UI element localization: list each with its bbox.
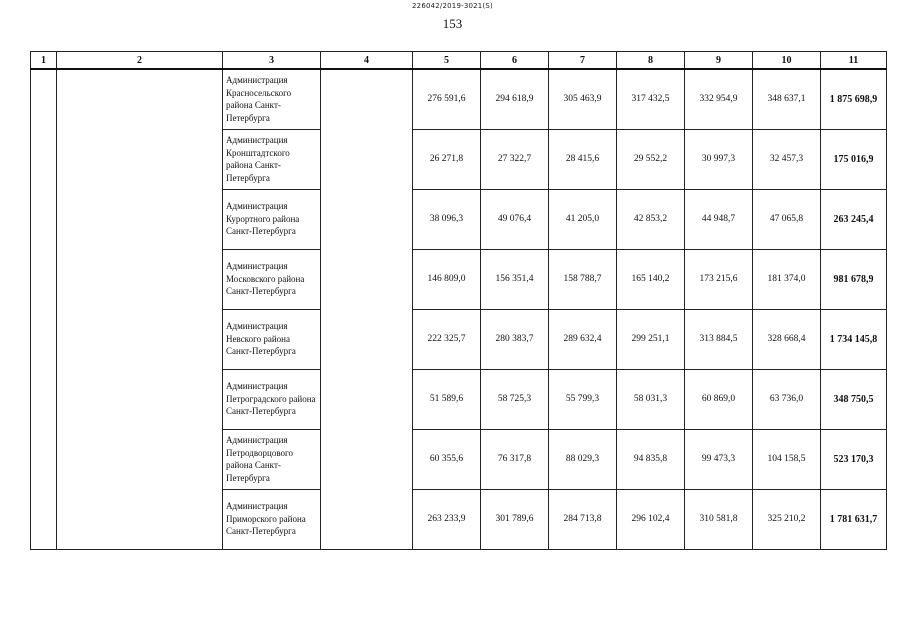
page-number: 153 (442, 16, 463, 31)
table-row (31, 69, 887, 129)
value-cell: 165 140,2 (617, 249, 685, 309)
org-name: Администрация Московского района Санкт-Петербурга (223, 249, 321, 309)
value-cell: 284 713,8 (549, 489, 617, 549)
value-cell: 146 809,0 (413, 249, 481, 309)
value-cell: 38 096,3 (413, 189, 481, 249)
value-cell: 42 853,2 (617, 189, 685, 249)
total-cell: 981 678,9 (821, 249, 887, 309)
total-cell: 1 875 698,9 (821, 69, 887, 129)
value-cell: 104 158,5 (753, 429, 821, 489)
value-cell: 263 233,9 (413, 489, 481, 549)
value-cell: 63 736,0 (753, 369, 821, 429)
value-cell: 313 884,5 (685, 309, 753, 369)
column-header: 6 (481, 52, 549, 70)
value-cell: 317 432,5 (617, 69, 685, 129)
value-cell: 332 954,9 (685, 69, 753, 129)
column-header: 9 (685, 52, 753, 70)
column-header: 10 (753, 52, 821, 70)
total-cell: 1 781 631,7 (821, 489, 887, 549)
value-cell: 325 210,2 (753, 489, 821, 549)
value-cell: 296 102,4 (617, 489, 685, 549)
empty-cell-col1 (31, 69, 57, 549)
value-cell: 27 322,7 (481, 129, 549, 189)
value-cell: 60 355,6 (413, 429, 481, 489)
value-cell: 158 788,7 (549, 249, 617, 309)
value-cell: 99 473,3 (685, 429, 753, 489)
org-name: Администрация Красносельского района Санкт-Петербурга (223, 69, 321, 129)
value-cell: 88 029,3 (549, 429, 617, 489)
value-cell: 173 215,6 (685, 249, 753, 309)
value-cell: 299 251,1 (617, 309, 685, 369)
column-header: 11 (821, 52, 887, 70)
column-header: 4 (321, 52, 413, 70)
column-header: 5 (413, 52, 481, 70)
value-cell: 310 581,8 (685, 489, 753, 549)
empty-cell-col2 (57, 69, 223, 549)
value-cell: 348 637,1 (753, 69, 821, 129)
value-cell: 44 948,7 (685, 189, 753, 249)
value-cell: 328 668,4 (753, 309, 821, 369)
value-cell: 289 632,4 (549, 309, 617, 369)
org-name: Администрация Невского района Санкт-Петербурга (223, 309, 321, 369)
org-name: Администрация Петроградского района Санкт-Петербурга (223, 369, 321, 429)
total-cell: 348 750,5 (821, 369, 887, 429)
org-name: Администрация Курортного района Санкт-Петербурга (223, 189, 321, 249)
value-cell: 28 415,6 (549, 129, 617, 189)
value-cell: 60 869,0 (685, 369, 753, 429)
value-cell: 49 076,4 (481, 189, 549, 249)
org-name: Администрация Петродворцового района Санкт-Петербурга (223, 429, 321, 489)
column-header: 2 (57, 52, 223, 70)
document-code: 226042/2019-3021(S) (412, 2, 493, 10)
value-cell: 32 457,3 (753, 129, 821, 189)
value-cell: 181 374,0 (753, 249, 821, 309)
value-cell: 222 325,7 (413, 309, 481, 369)
column-header: 8 (617, 52, 685, 70)
total-cell: 175 016,9 (821, 129, 887, 189)
value-cell: 94 835,8 (617, 429, 685, 489)
column-header: 3 (223, 52, 321, 70)
total-cell: 1 734 145,8 (821, 309, 887, 369)
value-cell: 156 351,4 (481, 249, 549, 309)
column-header: 1 (31, 52, 57, 70)
org-name: Администрация Приморского района Санкт-Петербурга (223, 489, 321, 549)
value-cell: 47 065,8 (753, 189, 821, 249)
column-number-row (31, 52, 887, 70)
value-cell: 55 799,3 (549, 369, 617, 429)
value-cell: 29 552,2 (617, 129, 685, 189)
org-name: Администрация Кронштадтского района Санкт-Петербурга (223, 129, 321, 189)
value-cell: 76 317,8 (481, 429, 549, 489)
value-cell: 280 383,7 (481, 309, 549, 369)
total-cell: 263 245,4 (821, 189, 887, 249)
value-cell: 305 463,9 (549, 69, 617, 129)
value-cell: 58 031,3 (617, 369, 685, 429)
value-cell: 58 725,3 (481, 369, 549, 429)
value-cell: 26 271,8 (413, 129, 481, 189)
value-cell: 301 789,6 (481, 489, 549, 549)
value-cell: 51 589,6 (413, 369, 481, 429)
value-cell: 30 997,3 (685, 129, 753, 189)
total-cell: 523 170,3 (821, 429, 887, 489)
budget-table (30, 51, 887, 550)
value-cell: 41 205,0 (549, 189, 617, 249)
value-cell: 276 591,6 (413, 69, 481, 129)
empty-cell-col4 (321, 69, 413, 549)
column-header: 7 (549, 52, 617, 70)
value-cell: 294 618,9 (481, 69, 549, 129)
